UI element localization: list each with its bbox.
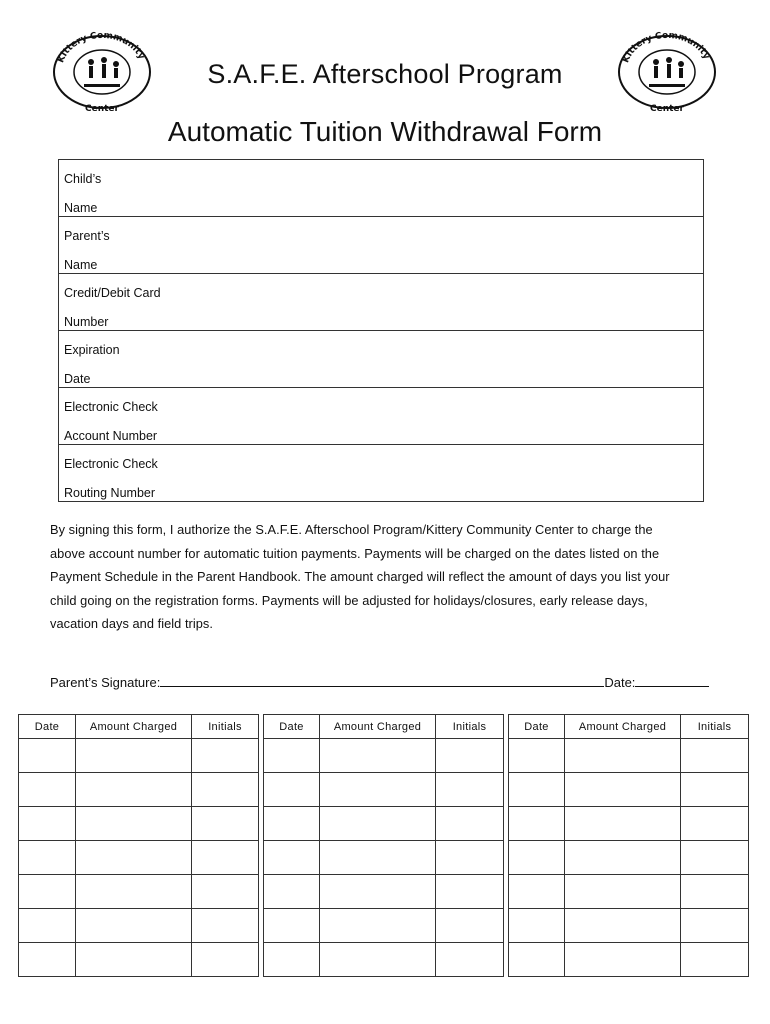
initials-cell[interactable] <box>681 909 749 943</box>
field-label-line1: Expiration <box>64 343 120 357</box>
field-label-line2: Routing Number <box>64 486 156 500</box>
initials-cell[interactable] <box>436 739 504 773</box>
column-header-date: Date <box>509 715 565 739</box>
table-row <box>264 909 504 943</box>
amount-cell[interactable] <box>565 739 681 773</box>
amount-cell[interactable] <box>320 739 436 773</box>
table-row <box>509 841 749 875</box>
date-cell[interactable] <box>264 739 320 773</box>
field-label-line2: Account Number <box>64 429 158 443</box>
signature-date-field[interactable] <box>635 672 709 687</box>
svg-text:Center: Center <box>650 104 684 114</box>
field-label-line2: Date <box>64 372 91 386</box>
amount-cell[interactable] <box>320 841 436 875</box>
amount-cell[interactable] <box>320 773 436 807</box>
date-cell[interactable] <box>264 943 320 977</box>
expiration-date-field[interactable] <box>59 331 703 388</box>
table-row <box>509 739 749 773</box>
amount-cell[interactable] <box>565 909 681 943</box>
table-row <box>19 739 259 773</box>
field-label-line2: Name <box>64 201 98 215</box>
amount-cell[interactable] <box>320 909 436 943</box>
program-title: S.A.F.E. Afterschool Program <box>207 59 563 89</box>
date-cell[interactable] <box>19 807 76 841</box>
svg-text:Center: Center <box>85 104 119 114</box>
authorization-line: vacation days and field trips. <box>50 616 213 631</box>
authorization-line: Payment Schedule in the Parent Handbook. The amount charged will reflect the amount of days you list your <box>50 569 670 584</box>
amount-cell[interactable] <box>565 773 681 807</box>
amount-cell[interactable] <box>76 875 192 909</box>
date-cell[interactable] <box>264 841 320 875</box>
initials-cell[interactable] <box>192 739 259 773</box>
initials-cell[interactable] <box>192 875 259 909</box>
amount-cell[interactable] <box>76 841 192 875</box>
authorization-line: child going on the registration forms. Payments will be adjusted for holidays/closures, early release days, <box>50 592 648 608</box>
authorization-line: above account number for automatic tuition payments. Payments will be charged on the dates listed on the <box>50 545 660 561</box>
payment-schedule-table <box>263 714 504 977</box>
parent-signature-field[interactable] <box>160 672 604 687</box>
amount-cell[interactable] <box>76 807 192 841</box>
table-row <box>264 739 504 773</box>
date-cell[interactable] <box>264 875 320 909</box>
column-header-amount: Amount Charged <box>76 715 192 739</box>
table-row <box>264 841 504 875</box>
field-label-line1: Electronic Check <box>64 457 158 471</box>
svg-text:Kittery Community: Kittery Community <box>621 30 712 65</box>
column-header-date: Date <box>264 715 320 739</box>
amount-cell[interactable] <box>76 909 192 943</box>
check-routing-number-field[interactable] <box>59 445 703 501</box>
initials-cell[interactable] <box>436 943 504 977</box>
initials-cell[interactable] <box>681 773 749 807</box>
svg-text:Kittery Community: Kittery Community <box>56 30 147 65</box>
parent-signature-label: Parent’s Signature: <box>50 675 161 690</box>
date-cell[interactable] <box>19 875 76 909</box>
amount-cell[interactable] <box>565 807 681 841</box>
amount-cell[interactable] <box>76 943 192 977</box>
table-row <box>19 875 259 909</box>
table-row <box>509 943 749 977</box>
table-row <box>509 807 749 841</box>
table-row <box>264 807 504 841</box>
column-header-initials: Initials <box>192 715 259 739</box>
signature-line <box>50 672 730 693</box>
date-cell[interactable] <box>509 909 565 943</box>
initials-cell[interactable] <box>436 807 504 841</box>
date-cell[interactable] <box>509 841 565 875</box>
field-label-line1: Credit/Debit Card <box>64 286 161 300</box>
payment-schedule-table <box>508 714 749 977</box>
card-number-field[interactable] <box>59 274 703 331</box>
check-account-number-field[interactable] <box>59 388 703 445</box>
table-row <box>264 773 504 807</box>
date-cell[interactable] <box>509 739 565 773</box>
field-label-line1: Electronic Check <box>64 400 158 414</box>
amount-cell[interactable] <box>565 875 681 909</box>
payment-info-table <box>58 159 704 502</box>
table-row <box>509 875 749 909</box>
payment-schedule-table <box>18 714 259 977</box>
date-cell[interactable] <box>19 841 76 875</box>
initials-cell[interactable] <box>192 807 259 841</box>
authorization-line: By signing this form, I authorize the S.A.F.E. Afterschool Program/Kittery Community Center to charge the <box>50 522 653 537</box>
initials-cell[interactable] <box>192 841 259 875</box>
column-header-initials: Initials <box>436 715 504 739</box>
field-label-line1: Parent’s <box>64 229 110 243</box>
column-header-amount: Amount Charged <box>320 715 436 739</box>
initials-cell[interactable] <box>681 841 749 875</box>
date-cell[interactable] <box>19 943 76 977</box>
date-label: Date: <box>604 675 636 690</box>
table-row <box>19 943 259 977</box>
amount-cell[interactable] <box>76 739 192 773</box>
amount-cell[interactable] <box>320 807 436 841</box>
form-title: Automatic Tuition Withdrawal Form <box>167 116 603 147</box>
initials-cell[interactable] <box>681 943 749 977</box>
amount-cell[interactable] <box>320 943 436 977</box>
initials-cell[interactable] <box>681 739 749 773</box>
date-cell[interactable] <box>19 909 76 943</box>
initials-cell[interactable] <box>436 875 504 909</box>
initials-cell[interactable] <box>192 943 259 977</box>
initials-cell[interactable] <box>436 909 504 943</box>
initials-cell[interactable] <box>681 875 749 909</box>
field-label-line1: Child’s <box>64 172 102 186</box>
date-cell[interactable] <box>264 807 320 841</box>
child-name-field[interactable] <box>59 160 703 217</box>
parent-name-field[interactable] <box>59 217 703 274</box>
initials-cell[interactable] <box>192 773 259 807</box>
initials-cell[interactable] <box>681 807 749 841</box>
table-row <box>19 807 259 841</box>
date-cell[interactable] <box>509 875 565 909</box>
table-row <box>19 773 259 807</box>
table-row <box>19 909 259 943</box>
initials-cell[interactable] <box>192 909 259 943</box>
date-cell[interactable] <box>19 739 76 773</box>
initials-cell[interactable] <box>436 773 504 807</box>
amount-cell[interactable] <box>320 875 436 909</box>
date-cell[interactable] <box>19 773 76 807</box>
amount-cell[interactable] <box>76 773 192 807</box>
amount-cell[interactable] <box>565 841 681 875</box>
date-cell[interactable] <box>264 773 320 807</box>
column-header-date: Date <box>19 715 76 739</box>
amount-cell[interactable] <box>565 943 681 977</box>
table-row <box>264 943 504 977</box>
table-row <box>509 773 749 807</box>
field-label-line2: Number <box>64 315 109 329</box>
date-cell[interactable] <box>509 773 565 807</box>
date-cell[interactable] <box>509 943 565 977</box>
authorization-text <box>50 518 740 636</box>
column-header-amount: Amount Charged <box>565 715 681 739</box>
table-row <box>19 841 259 875</box>
column-header-initials: Initials <box>681 715 749 739</box>
date-cell[interactable] <box>509 807 565 841</box>
date-cell[interactable] <box>264 909 320 943</box>
table-row <box>264 875 504 909</box>
table-row <box>509 909 749 943</box>
initials-cell[interactable] <box>436 841 504 875</box>
field-label-line2: Name <box>64 258 98 272</box>
